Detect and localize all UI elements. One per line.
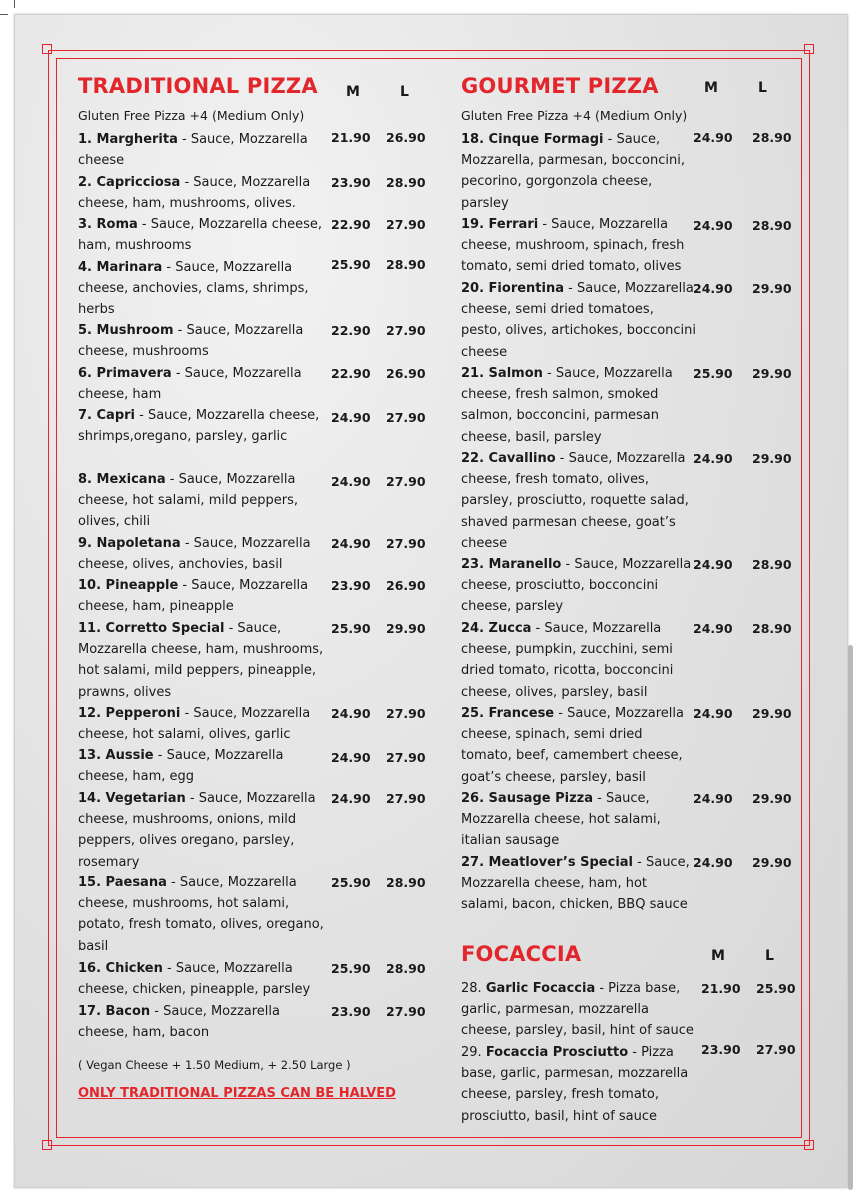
- menu-item-name: 19. Ferrari: [461, 217, 539, 232]
- menu-item-name: 27. Meatlover’s Special: [461, 855, 634, 870]
- price-medium: 24.90: [693, 130, 733, 145]
- menu-item-description: - Sauce, Mozzarella cheese, ham: [78, 366, 302, 403]
- price-medium: 23.90: [331, 578, 371, 593]
- menu-item-name: 22. Cavallino: [461, 451, 556, 466]
- menu-item-description: - Sauce, Mozzarella cheese, chicken, pineapple, parsley: [78, 961, 311, 998]
- price-large: 27.90: [386, 706, 426, 721]
- gluten-free-note: Gluten Free Pizza +4 (Medium Only): [461, 108, 688, 123]
- size-medium-header: M: [346, 84, 360, 100]
- menu-item: [461, 448, 697, 554]
- menu-item-description: - Sauce, Mozzarella cheese, mushrooms: [78, 323, 304, 360]
- price-large: 28.90: [386, 961, 426, 976]
- price-medium: 23.90: [331, 175, 371, 190]
- menu-item: [461, 978, 701, 1042]
- menu-item-name: 4. Marinara: [78, 260, 163, 275]
- menu-item-name: 18. Cinque Formagi: [461, 132, 604, 147]
- price-medium: 24.90: [331, 706, 371, 721]
- menu-item-name: 13. Aussie: [78, 748, 154, 763]
- menu-item: [78, 129, 324, 171]
- price-large: 27.90: [386, 791, 426, 806]
- menu-item-name: 15. Paesana: [78, 875, 167, 890]
- menu-item: [78, 618, 324, 703]
- menu-item-name: 23. Maranello: [461, 557, 562, 572]
- menu-item-description: - Sauce, Mozzarella cheese, ham, mushrooms: [78, 217, 323, 254]
- price-large: 28.90: [752, 218, 792, 233]
- price-medium: 24.90: [331, 750, 371, 765]
- price-large: 28.90: [752, 557, 792, 572]
- price-medium: 24.90: [331, 536, 371, 551]
- price-medium: 25.90: [331, 257, 371, 272]
- price-medium: 22.90: [331, 323, 371, 338]
- menu-item-description: - Sauce, Mozzarella cheese, semi dried tomatoes, pesto, olives, artichokes, bocconcini cheese: [461, 281, 697, 360]
- menu-item-description: - Sauce, Mozzarella cheese, pumpkin, zucchini, semi dried tomato, ricotta, bocconcini cheese, olives, parsley, basil: [461, 621, 674, 700]
- gourmet-pizza-heading: GOURMET PIZZA: [461, 74, 659, 98]
- border-corner: [804, 44, 814, 54]
- price-medium: 21.90: [331, 130, 371, 145]
- menu-item: [78, 575, 324, 617]
- price-medium: 24.90: [693, 855, 733, 870]
- size-large-header: L: [400, 84, 409, 100]
- price-medium: 22.90: [331, 366, 371, 381]
- price-medium: 24.90: [693, 791, 733, 806]
- menu-item-description: - Sauce, Mozzarella, parmesan, bocconcini, pecorino, gorgonzola cheese, parsley: [461, 132, 685, 211]
- price-large: 27.90: [386, 217, 426, 232]
- menu-item-description: - Sauce, Mozzarella cheese, ham, mushrooms, hot salami, mild peppers, pineapple, prawns, olives: [78, 621, 324, 700]
- price-medium: 21.90: [701, 981, 741, 996]
- menu-item: [78, 1001, 324, 1043]
- price-large: 28.90: [752, 621, 792, 636]
- menu-item: [461, 129, 697, 214]
- price-large: 29.90: [752, 791, 792, 806]
- menu-item-name: 3. Roma: [78, 217, 138, 232]
- price-large: 29.90: [752, 281, 792, 296]
- menu-item-description: - Sauce, Mozzarella cheese, ham, hot salami, bacon, chicken, BBQ sauce: [461, 855, 690, 913]
- price-medium: 24.90: [693, 218, 733, 233]
- menu-item-description: - Sauce, Mozzarella cheese, mushroom, spinach, fresh tomato, semi dried tomato, olives: [461, 217, 685, 275]
- menu-item-name: 11. Corretto Special: [78, 621, 225, 636]
- menu-item: [461, 554, 697, 618]
- menu-item-description: - Sauce, Mozzarella cheese, ham, bacon: [78, 1004, 280, 1041]
- border-corner: [42, 1140, 52, 1150]
- price-medium: 24.90: [331, 791, 371, 806]
- size-medium-header: M: [704, 80, 718, 96]
- price-medium: 24.90: [693, 557, 733, 572]
- menu-item-description: - Sauce, Mozzarella cheese, hot salami, mild peppers, olives, chili: [78, 472, 298, 530]
- menu-item-description: - Sauce, Mozzarella cheese: [78, 132, 308, 169]
- menu-item: [78, 172, 324, 214]
- menu-item-name: 6. Primavera: [78, 366, 172, 381]
- price-large: 29.90: [752, 366, 792, 381]
- menu-item-name: Garlic Focaccia: [485, 981, 596, 996]
- menu-item: [78, 958, 324, 1000]
- price-large: 26.90: [386, 578, 426, 593]
- menu-item-description: - Sauce, Mozzarella cheese, ham, mushrooms, olives.: [78, 175, 311, 212]
- menu-item-description: - Sauce, Mozzarella cheese, hot salami, olives, garlic: [78, 706, 311, 743]
- price-large: 28.90: [386, 257, 426, 272]
- menu-item-description: - Sauce, Mozzarella cheese, olives, anchovies, basil: [78, 536, 311, 573]
- price-medium: 24.90: [693, 621, 733, 636]
- price-large: 29.90: [386, 621, 426, 636]
- menu-item: [78, 214, 324, 256]
- halved-note: ONLY TRADITIONAL PIZZAS CAN BE HALVED: [78, 1086, 396, 1101]
- price-large: 27.90: [386, 536, 426, 551]
- menu-item-description: - Sauce, Mozzarella cheese, ham, pineapple: [78, 578, 309, 615]
- menu-item-name: 7. Capri: [78, 408, 135, 423]
- price-large: 27.90: [756, 1042, 796, 1057]
- crop-mark: [0, 14, 8, 15]
- menu-item-description: - Sauce, Mozzarella cheese, shrimps,oregano, parsley, garlic: [78, 408, 320, 445]
- price-medium: 25.90: [693, 366, 733, 381]
- price-medium: 25.90: [331, 961, 371, 976]
- price-large: 28.90: [752, 130, 792, 145]
- menu-item-name: 14. Vegetarian: [78, 791, 186, 806]
- vegan-cheese-note: ( Vegan Cheese + 1.50 Medium, + 2.50 Large ): [78, 1058, 351, 1072]
- crop-mark: [14, 0, 15, 8]
- menu-item: [78, 363, 324, 405]
- border-corner: [42, 44, 52, 54]
- price-medium: 24.90: [693, 281, 733, 296]
- price-large: 29.90: [752, 706, 792, 721]
- menu-item: [78, 257, 324, 321]
- menu-item-name: Focaccia Prosciutto: [485, 1045, 629, 1060]
- menu-item-name: 20. Fiorentina: [461, 281, 565, 296]
- menu-item-description: - Sauce, Mozzarella cheese, fresh tomato, olives, parsley, prosciutto, roquette salad, shaved parmesan cheese, goat’s cheese: [461, 451, 689, 551]
- traditional-pizza-heading: TRADITIONAL PIZZA: [78, 74, 318, 98]
- price-medium: 25.90: [331, 875, 371, 890]
- menu-item: [78, 533, 324, 575]
- price-large: 26.90: [386, 130, 426, 145]
- menu-item-name: 26. Sausage Pizza: [461, 791, 593, 806]
- menu-item-description: - Sauce, Mozzarella cheese, spinach, semi dried tomato, beef, camembert cheese, goat’s cheese, parsley, basil: [461, 706, 684, 785]
- price-medium: 23.90: [701, 1042, 741, 1057]
- price-medium: 25.90: [331, 621, 371, 636]
- menu-item: [78, 320, 324, 362]
- price-medium: 24.90: [331, 410, 371, 425]
- menu-item-name: 1. Margherita: [78, 132, 178, 147]
- menu-item: [461, 1042, 701, 1127]
- menu-item-description: - Sauce, Mozzarella cheese, fresh salmon, smoked salmon, bocconcini, parmesan cheese, basil, parsley: [461, 366, 673, 445]
- price-medium: 24.90: [693, 706, 733, 721]
- menu-item-name: 12. Pepperoni: [78, 706, 181, 721]
- menu-item: [461, 618, 697, 703]
- menu-item-description: - Pizza base, garlic, parmesan, mozzarella cheese, parsley, basil, hint of sauce: [461, 981, 694, 1039]
- size-large-header: L: [758, 80, 767, 96]
- price-large: 27.90: [386, 410, 426, 425]
- price-medium: 24.90: [331, 474, 371, 489]
- menu-item-number: 29.: [461, 1045, 486, 1060]
- menu-item-description: - Sauce, Mozzarella cheese, prosciutto, bocconcini cheese, parsley: [461, 557, 692, 615]
- menu-item-name: 21. Salmon: [461, 366, 543, 381]
- size-large-header: L: [765, 948, 774, 964]
- price-large: 27.90: [386, 750, 426, 765]
- menu-item-name: 2. Capricciosa: [78, 175, 181, 190]
- menu-item: [78, 405, 324, 447]
- price-medium: 24.90: [693, 451, 733, 466]
- menu-item: [78, 469, 324, 533]
- menu-item-name: 9. Napoletana: [78, 536, 181, 551]
- price-large: 27.90: [386, 474, 426, 489]
- price-large: 26.90: [386, 366, 426, 381]
- price-large: 25.90: [756, 981, 796, 996]
- size-medium-header: M: [711, 948, 725, 964]
- price-medium: 22.90: [331, 217, 371, 232]
- menu-item-name: 16. Chicken: [78, 961, 163, 976]
- menu-item: [461, 788, 697, 852]
- border-corner: [804, 1140, 814, 1150]
- menu-item-description: - Sauce, Mozzarella cheese, mushrooms, onions, mild peppers, olives oregano, parsley, rosemary: [78, 791, 316, 870]
- price-large: 29.90: [752, 451, 792, 466]
- menu-item-number: 28.: [461, 981, 486, 996]
- menu-item-name: 8. Mexicana: [78, 472, 166, 487]
- menu-item: [461, 852, 697, 916]
- price-large: 28.90: [386, 175, 426, 190]
- menu-item: [461, 278, 697, 363]
- menu-item: [461, 363, 697, 448]
- menu-item: [461, 214, 697, 278]
- menu-item: [78, 788, 324, 873]
- menu-item: [78, 703, 324, 745]
- price-large: 28.90: [386, 875, 426, 890]
- menu-item-description: - Sauce, Mozzarella cheese, anchovies, clams, shrimps, herbs: [78, 260, 309, 318]
- menu-item-description: - Sauce, Mozzarella cheese, ham, egg: [78, 748, 284, 785]
- focaccia-heading: FOCACCIA: [461, 942, 582, 966]
- menu-item: [78, 745, 324, 787]
- price-large: 29.90: [752, 855, 792, 870]
- menu-item: [78, 872, 324, 957]
- menu-item-name: 10. Pineapple: [78, 578, 179, 593]
- menu-item-description: - Pizza base, garlic, parmesan, mozzarella cheese, parsley, fresh tomato, prosciutto, basil, hint of sauce: [461, 1045, 689, 1124]
- menu-item-description: - Sauce, Mozzarella cheese, hot salami, italian sausage: [461, 791, 661, 849]
- menu-item-description: - Sauce, Mozzarella cheese, mushrooms, hot salami, potato, fresh tomato, olives, oregano, basil: [78, 875, 324, 954]
- price-large: 27.90: [386, 1004, 426, 1019]
- menu-item-name: 5. Mushroom: [78, 323, 174, 338]
- scrollbar[interactable]: [848, 645, 853, 1190]
- gluten-free-note: Gluten Free Pizza +4 (Medium Only): [78, 108, 305, 123]
- menu-item-name: 25. Francese: [461, 706, 555, 721]
- price-medium: 23.90: [331, 1004, 371, 1019]
- menu-item-name: 24. Zucca: [461, 621, 532, 636]
- menu-item: [461, 703, 697, 788]
- price-large: 27.90: [386, 323, 426, 338]
- menu-item-name: 17. Bacon: [78, 1004, 151, 1019]
